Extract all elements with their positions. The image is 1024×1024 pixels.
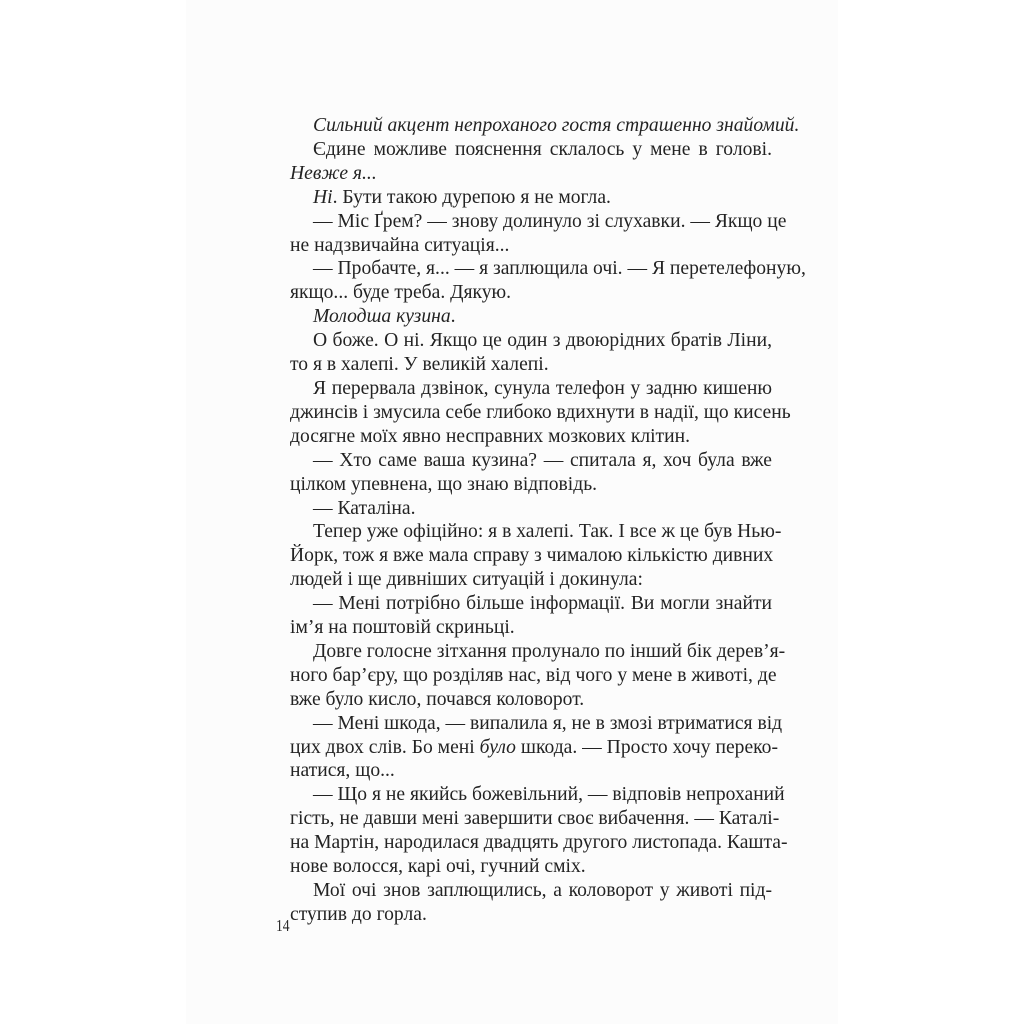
- text-line: [290, 305, 772, 329]
- text-line: [290, 592, 772, 616]
- text-line: [290, 520, 782, 544]
- text-line: [290, 640, 786, 664]
- text-span: нове волосся, карі очі, гучний сміх.: [290, 856, 586, 878]
- text-line: [290, 664, 777, 688]
- text-span: Єдине можливе пояснення склалось у мене в голові.: [313, 138, 772, 160]
- text-span: — Міс Ґрем? — знову долинуло зі слухавки. — Якщо це: [313, 210, 787, 232]
- text-line: [290, 783, 785, 807]
- italic-text-span: Молодша кузина: [313, 306, 451, 328]
- text-span: Тепер уже офіційно: я в халепі. Так. І все ж це був Нью-: [313, 521, 782, 543]
- text-line: [290, 210, 787, 234]
- text-line: [290, 616, 772, 640]
- text-span: цілком упевнена, що знаю відповідь.: [290, 473, 598, 495]
- text-line: [290, 712, 783, 736]
- text-line: [290, 281, 772, 305]
- text-line: [290, 807, 780, 831]
- text-span: гість, не давши мені завершити своє вибачення. — Каталі-: [290, 808, 780, 830]
- italic-text-span: Ні: [313, 186, 333, 208]
- text-span: то я в халепі. У великій халепі.: [290, 354, 549, 376]
- text-span: — Хто саме ваша кузина? — спитала я, хоч була вже: [313, 449, 772, 471]
- text-line: [290, 879, 772, 903]
- text-line: [290, 688, 772, 712]
- text-span: шкода. — Просто хочу переко-: [515, 736, 779, 758]
- italic-text-span: Невже я...: [290, 162, 377, 184]
- text-line: [290, 759, 772, 783]
- text-line: [290, 425, 772, 449]
- text-line: [290, 473, 772, 497]
- page-number: 14: [276, 916, 290, 935]
- text-line: [290, 568, 772, 592]
- text-span: цих двох слів. Бо мені: [290, 736, 480, 758]
- text-span: — Пробачте, я... — я заплющила очі. — Я перетелефоную,: [313, 258, 806, 280]
- italic-text-span: Сильний акцент непроханого гостя страшенно знайомий.: [313, 115, 800, 136]
- text-span: джинсів і змусила себе глибоко вдихнути в надії, що кисень: [290, 401, 791, 423]
- text-line: [290, 186, 772, 210]
- text-line: [290, 234, 772, 258]
- text-line: [290, 449, 772, 473]
- text-line: [290, 497, 772, 521]
- text-span: на Мартін, народилася двадцять другого листопада. Кашта-: [290, 832, 788, 854]
- text-line: [290, 831, 788, 855]
- text-line: [290, 353, 772, 377]
- text-span: досягне моїх явно несправних мозкових клітин.: [290, 425, 690, 447]
- text-span: якщо... буде треба. Дякую.: [290, 282, 512, 304]
- text-span: Я перервала дзвінок, сунула телефон у задню кишеню: [313, 377, 772, 399]
- text-line: [290, 736, 779, 760]
- text-span: .: [450, 306, 456, 328]
- text-line: [290, 162, 772, 186]
- text-line: [290, 401, 791, 425]
- text-line: [290, 329, 772, 353]
- text-span: людей і ще дивніших ситуацій і докинула:: [290, 569, 643, 591]
- text-line: [290, 903, 772, 927]
- text-span: О боже. О ні. Якщо це один з двоюрідних братів Ліни,: [313, 330, 772, 352]
- text-span: Мої очі знов заплющились, а коловорот у животі під-: [313, 880, 772, 901]
- text-line: [290, 544, 772, 568]
- text-span: не надзвичайна ситуація...: [290, 234, 510, 256]
- text-line: [290, 377, 772, 401]
- text-span: ного бар’єру, що розділяв нас, від чого у мене в животі, де: [290, 664, 777, 686]
- text-span: Довге голосне зітхання пролунало по інший бік дерев’я-: [313, 640, 786, 662]
- text-line: [290, 257, 806, 281]
- text-span: ступив до горла.: [290, 903, 427, 925]
- text-span: . Бути такою дурепою я не могла.: [332, 186, 611, 208]
- text-span: — Мені потрібно більше інформації. Ви могли знайти: [313, 593, 772, 615]
- text-line: [290, 114, 800, 138]
- text-line: [290, 855, 772, 879]
- text-span: Йорк, тож я вже мала справу з чималою кількістю дивних: [290, 545, 774, 567]
- text-span: — Каталіна.: [313, 497, 416, 519]
- text-span: — Мені шкода, — випалила я, не в змозі втриматися від: [313, 712, 783, 734]
- text-span: ім’я на поштовій скриньці.: [290, 617, 515, 639]
- text-span: — Що я не якийсь божевільний, — відповів непроханий: [313, 784, 785, 806]
- text-line: [290, 138, 772, 162]
- text-span: натися, що...: [290, 760, 395, 782]
- text-span: вже було кисло, почався коловорот.: [290, 688, 585, 710]
- page-body-text: [290, 114, 806, 927]
- italic-text-span: було: [479, 736, 516, 758]
